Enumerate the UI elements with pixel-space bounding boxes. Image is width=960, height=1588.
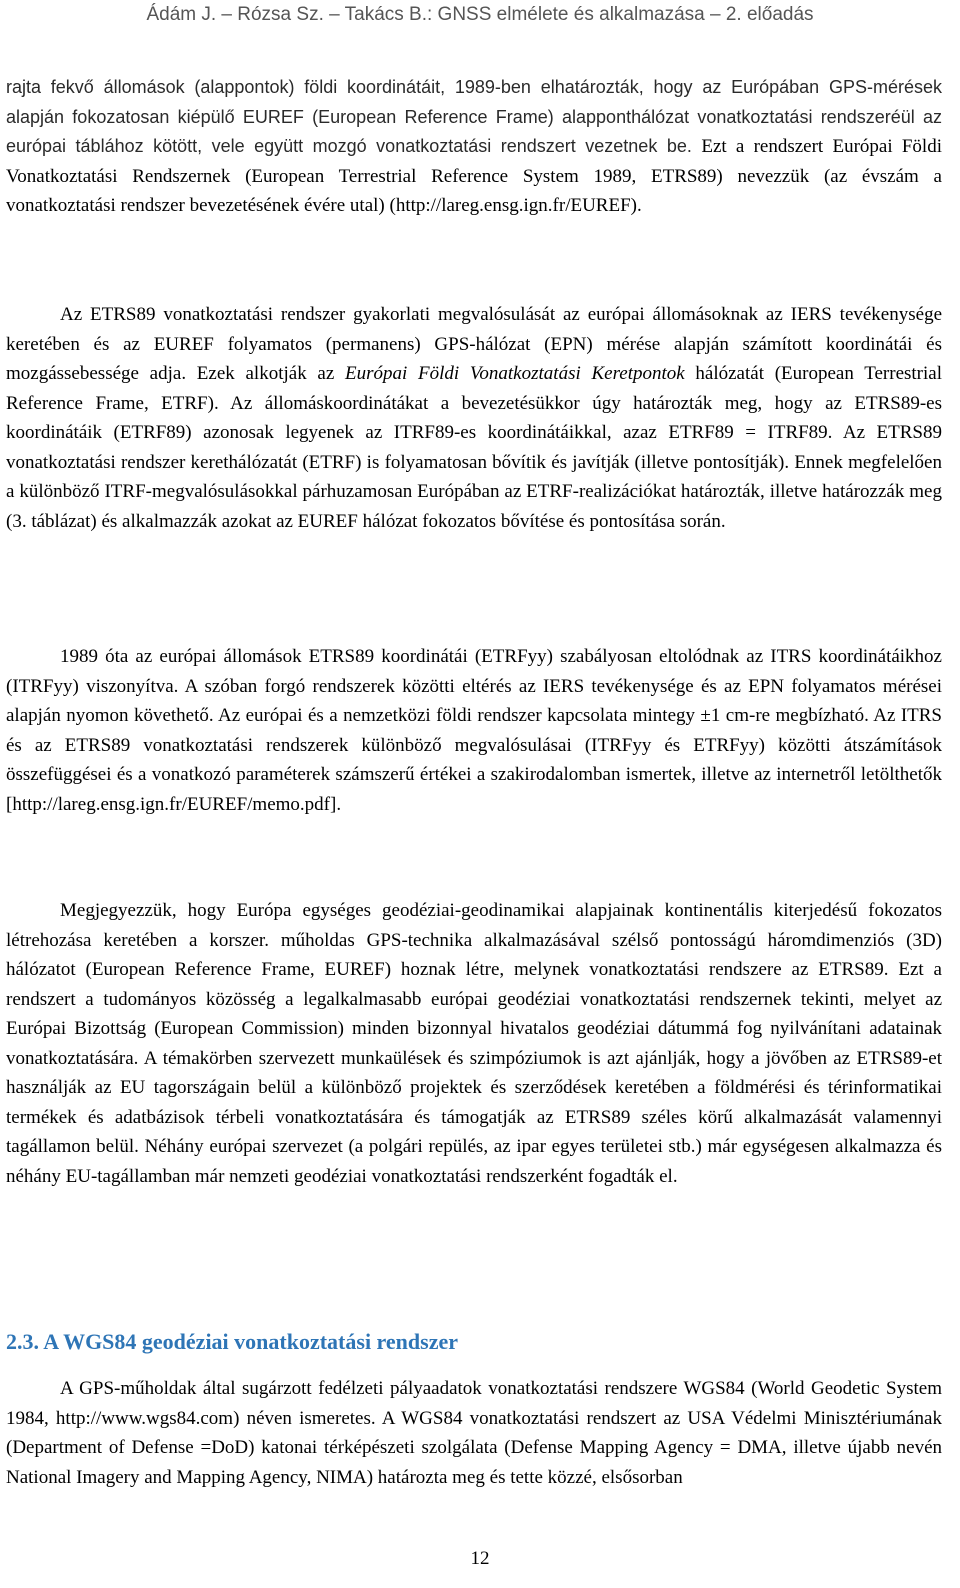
- paragraph-continuation: [6, 73, 942, 221]
- section-heading: 2.3. A WGS84 geodéziai vonatkoztatási rendszer: [6, 1329, 459, 1354]
- paragraph-etrs89-shift: [6, 642, 942, 819]
- paragraph-text: rajta fekvő állomások (alappontok) földi koordinátáit, 1989-ben elhatározták, hogy az Európában GPS-mérések alapján fokozatosan kiépülő EUREF (European Reference Frame) alapponthálózat vonatkoztatási rendszeréül az európai táblához kötött, vele együtt mozgó vonatkoztatási rendszert vezetnek be.: [6, 77, 942, 156]
- paragraph-text: hálózatát (European Terrestrial Reference Frame, ETRF). Az állomáskoordinátákat a bevezetésükkor úgy határozták meg, hogy az ETRS89-es koordinátáik (ETRF89) azonosak legyenek az ITRF89-es koordinátáikkal, azaz ETRF89 = ITRF89. Az ETRS89 vonatkoztatási rendszer kerethálózatát (ETRF) is folyamatosan bővítik és javítják (illetve pontosítják). Ennek megfelelően a különböző ITRF-megvalósulásokkal párhuzamosan Európában az ETRF-realizációkat határozták, illetve határozzák meg (3. táblázat) és alkalmazzák azokat az EUREF hálózat fokozatos bővítése és pontosítása során.: [6, 363, 942, 532]
- paragraph-text: A GPS-műholdak által sugárzott fedélzeti pályaadatok vonatkoztatási rendszere WGS84 (World Geodetic System 1984, http://www.wgs84.com) néven ismeretes. A WGS84 vonatkoztatási rendszert az USA Védelmi Minisztériumának (Department of Defense =DoD) katonai térképészeti szolgálata (Defense Mapping Agency = DMA, illetve újabb nevén National Imagery and Mapping Agency, NIMA) határozta meg és tette közzé, elsősorban: [6, 1378, 942, 1488]
- running-header: Ádám J. – Rózsa Sz. – Takács B.: GNSS elmélete és alkalmazása – 2. előadás: [146, 4, 814, 25]
- paragraph-euref-note: [6, 896, 942, 1191]
- paragraph-text: Megjegyezzük, hogy Európa egységes geodéziai-geodinamikai alapjainak kontinentális kiterjedésű fokozatos létrehozása keretében a korszer. műholdas GPS-technika alkalmazásával szélső pontosságú háromdimenziós (3D) hálózatot (European Reference Frame, EUREF) hoznak létre, melynek vonatkoztatási rendszere az ETRS89. Ezt a rendszert a tudományos közösség a legalkalmasabb európai geodéziai vonatkoztatási rendszernek tekinti, melyet az Európai Bizottság (European Commission) minden bizonnyal hivatalos geodéziai dátummá fog nyilvánítani adatainak vonatkoztatására. A témakörben szervezett munkaülések és szimpóziumok is azt ajánlják, hogy a jövőben az ETRS89-et használják az EU tagországain belül a különböző projektek és szerződések keretében a földmérési és térinformatikai termékek és adatbázisok térbeli vonatkoztatására és támogatják az ETRS89 széles körű alkalmazását valamennyi tagállamon belül. Néhány európai szervezet (a polgári repülés, az ipar egyes területei stb.) már egységesen alkalmazza és néhány EU-tagállamban már nemzeti geodéziai vonatkoztatási rendszerként fogadták el.: [6, 900, 942, 1187]
- paragraph-text: 1989 óta az európai állomások ETRS89 koordinátái (ETRFyy) szabályosan eltolódnak az ITRS koordinátáikhoz (ITRFyy) viszonyítva. A szóban forgó rendszerek közötti eltérés az IERS tevékenysége és az EPN folyamatos mérései alapján nyomon követhető. Az európai és a nemzetközi földi rendszer kapcsolata mintegy ±1 cm-re megbízható. Az ITRS és az ETRS89 vonatkoztatási rendszerek különböző megvalósulásai (ITRFyy és ETRFyy) közötti átszámítások összefüggései és a vonatkozó paraméterek számszerű értékei a szakirodalomban ismertek, illetve az internetről letölthetők [http://lareg.ensg.ign.fr/EUREF/memo.pdf].: [6, 646, 942, 815]
- paragraph-wgs84: [6, 1374, 942, 1492]
- paragraph-text: Az ETRS89 vonatkoztatási rendszer gyakorlati megvalósulását az európai állomásoknak az IERS tevékenysége keretében és az EUREF folyamatos (permanens) GPS-hálózat (EPN) mérése alapján számított koordinátái és mozgássebessége adja. Ezek alkotják az: [6, 304, 942, 384]
- paragraph-text: Ezt a rendszert Európai Földi Vonatkoztatási Rendszernek (European Terrestrial Reference System 1989, ETRS89) nevezzük (az évszám a vonatkoztatási rendszer bevezetésének évére utal) (http://lareg.ensg.ign.fr/EUREF).: [6, 136, 942, 216]
- italic-term: Európai Földi Vonatkoztatási Keretpontok: [345, 363, 685, 384]
- page-number: 12: [470, 1548, 490, 1569]
- paragraph-etrs89-realization: [6, 300, 942, 536]
